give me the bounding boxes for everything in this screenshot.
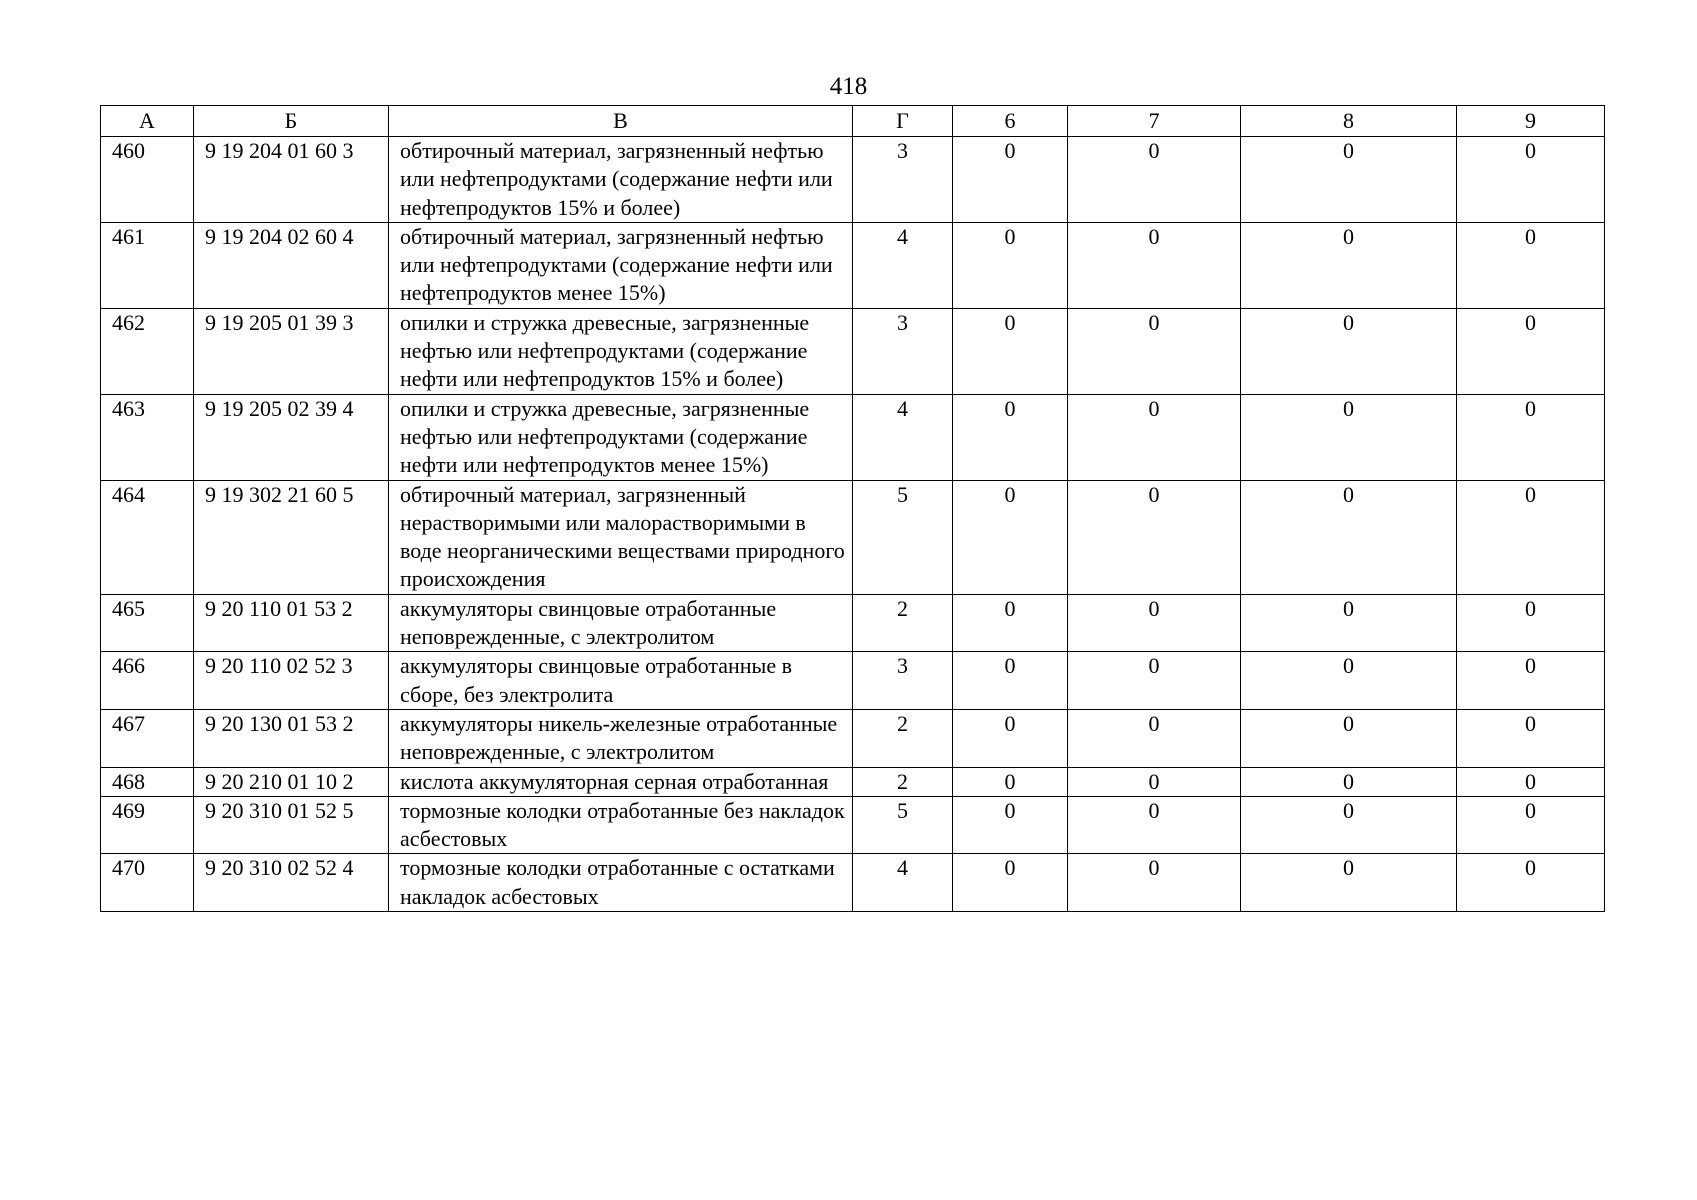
row-number: 466 [101,652,194,710]
value-col-7: 0 [1068,709,1241,767]
waste-table [100,105,1605,912]
value-col-9: 0 [1457,652,1605,710]
value-col-7: 0 [1068,222,1241,308]
value-col-8: 0 [1241,308,1457,394]
value-col-7: 0 [1068,796,1241,854]
row-number: 470 [101,854,194,912]
table-row [101,308,1605,394]
hazard-class: 2 [853,709,953,767]
value-col-9: 0 [1457,222,1605,308]
row-number: 460 [101,137,194,223]
value-col-7: 0 [1068,594,1241,652]
value-col-6: 0 [953,709,1068,767]
value-col-7: 0 [1068,308,1241,394]
value-col-6: 0 [953,308,1068,394]
value-col-8: 0 [1241,796,1457,854]
value-col-6: 0 [953,480,1068,594]
table-row [101,222,1605,308]
waste-name: тормозные колодки отработанные с остатками накладок асбестовых [389,854,853,912]
waste-code: 9 20 210 01 10 2 [194,767,389,796]
waste-code: 9 19 205 01 39 3 [194,308,389,394]
value-col-6: 0 [953,594,1068,652]
value-col-7: 0 [1068,480,1241,594]
value-col-9: 0 [1457,308,1605,394]
hazard-class: 2 [853,767,953,796]
value-col-9: 0 [1457,854,1605,912]
value-col-9: 0 [1457,137,1605,223]
value-col-7: 0 [1068,767,1241,796]
value-col-8: 0 [1241,854,1457,912]
waste-name: опилки и стружка древесные, загрязненные нефтью или нефтепродуктами (содержание нефти или нефтепродуктов менее 15%) [389,394,853,480]
waste-name: опилки и стружка древесные, загрязненные нефтью или нефтепродуктами (содержание нефти или нефтепродуктов 15% и более) [389,308,853,394]
value-col-9: 0 [1457,394,1605,480]
hazard-class: 3 [853,137,953,223]
table-row [101,796,1605,854]
value-col-6: 0 [953,767,1068,796]
row-number: 468 [101,767,194,796]
value-col-6: 0 [953,222,1068,308]
value-col-6: 0 [953,652,1068,710]
value-col-9: 0 [1457,767,1605,796]
row-number: 465 [101,594,194,652]
value-col-7: 0 [1068,137,1241,223]
table-row [101,652,1605,710]
waste-name: аккумуляторы никель-железные отработанные неповрежденные, с электролитом [389,709,853,767]
table-row [101,137,1605,223]
waste-name: обтирочный материал, загрязненный нерастворимыми или малорастворимыми в воде неорганическими веществами природного происхождения [389,480,853,594]
header-cell-7: 7 [1068,106,1241,137]
value-col-8: 0 [1241,480,1457,594]
table-row [101,394,1605,480]
waste-code: 9 19 204 02 60 4 [194,222,389,308]
value-col-8: 0 [1241,709,1457,767]
hazard-class: 4 [853,222,953,308]
value-col-9: 0 [1457,594,1605,652]
value-col-7: 0 [1068,854,1241,912]
value-col-8: 0 [1241,222,1457,308]
table-row [101,480,1605,594]
hazard-class: 5 [853,480,953,594]
value-col-6: 0 [953,854,1068,912]
hazard-class: 3 [853,652,953,710]
waste-code: 9 19 204 01 60 3 [194,137,389,223]
waste-name: обтирочный материал, загрязненный нефтью или нефтепродуктами (содержание нефти или нефтепродуктов 15% и более) [389,137,853,223]
table-row [101,709,1605,767]
header-cell-a: А [101,106,194,137]
row-number: 462 [101,308,194,394]
row-number: 463 [101,394,194,480]
waste-code: 9 19 302 21 60 5 [194,480,389,594]
value-col-7: 0 [1068,394,1241,480]
waste-name: аккумуляторы свинцовые отработанные неповрежденные, с электролитом [389,594,853,652]
page-number: 418 [829,73,868,100]
waste-code: 9 20 110 01 53 2 [194,594,389,652]
header-cell-b: Б [194,106,389,137]
waste-code: 9 19 205 02 39 4 [194,394,389,480]
value-col-6: 0 [953,394,1068,480]
header-row [101,106,1605,137]
header-cell-9: 9 [1457,106,1605,137]
header-cell-6: 6 [953,106,1068,137]
waste-name: аккумуляторы свинцовые отработанные в сборе, без электролита [389,652,853,710]
table-row [101,594,1605,652]
waste-code: 9 20 310 01 52 5 [194,796,389,854]
waste-code: 9 20 110 02 52 3 [194,652,389,710]
table-row [101,767,1605,796]
waste-name: обтирочный материал, загрязненный нефтью или нефтепродуктами (содержание нефти или нефтепродуктов менее 15%) [389,222,853,308]
row-number: 464 [101,480,194,594]
value-col-6: 0 [953,137,1068,223]
row-number: 467 [101,709,194,767]
value-col-8: 0 [1241,767,1457,796]
waste-name: кислота аккумуляторная серная отработанная [389,767,853,796]
value-col-9: 0 [1457,709,1605,767]
header-cell-v: В [389,106,853,137]
waste-name: тормозные колодки отработанные без накладок асбестовых [389,796,853,854]
hazard-class: 2 [853,594,953,652]
header-cell-g: Г [853,106,953,137]
hazard-class: 3 [853,308,953,394]
hazard-class: 4 [853,854,953,912]
row-number: 469 [101,796,194,854]
waste-code: 9 20 130 01 53 2 [194,709,389,767]
value-col-8: 0 [1241,652,1457,710]
value-col-8: 0 [1241,394,1457,480]
value-col-8: 0 [1241,594,1457,652]
value-col-8: 0 [1241,137,1457,223]
value-col-9: 0 [1457,480,1605,594]
table-row [101,854,1605,912]
value-col-6: 0 [953,796,1068,854]
value-col-7: 0 [1068,652,1241,710]
header-cell-8: 8 [1241,106,1457,137]
hazard-class: 4 [853,394,953,480]
value-col-9: 0 [1457,796,1605,854]
row-number: 461 [101,222,194,308]
hazard-class: 5 [853,796,953,854]
waste-code: 9 20 310 02 52 4 [194,854,389,912]
